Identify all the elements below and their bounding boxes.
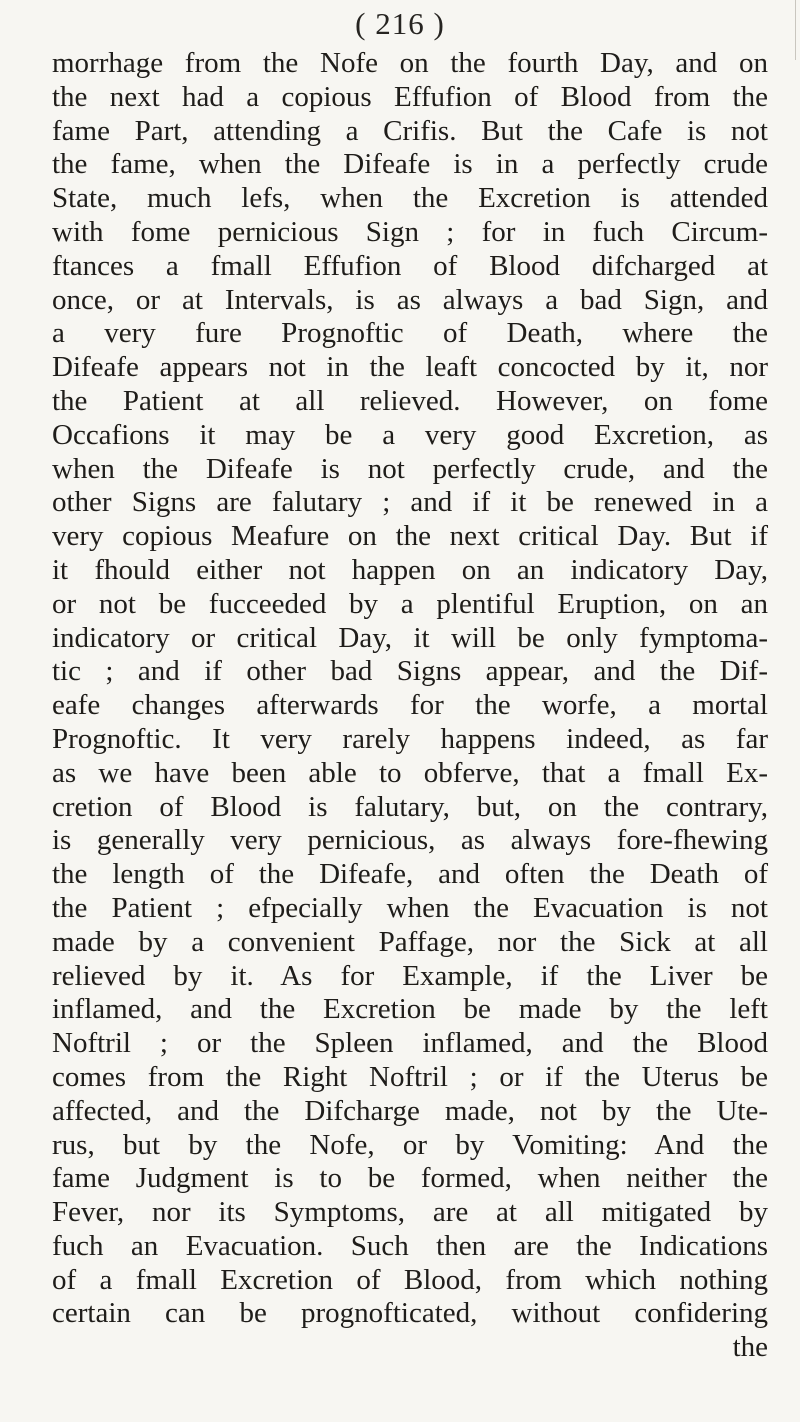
text-line: fame Judgment is to be formed, when neither the	[52, 1162, 768, 1195]
text-line: made by a convenient Paffage, nor the Sick at all	[52, 925, 768, 958]
page-number: ( 216 )	[355, 6, 445, 41]
text-line: very copious Meafure on the next critical Day. But if	[52, 520, 768, 553]
text-line: eafe changes afterwards for the worfe, a mortal	[52, 689, 768, 722]
text-line: Fever, nor its Symptoms, are at all mitigated by	[52, 1196, 768, 1229]
text-line: rus, but by the Nofe, or by Vomiting: And the	[52, 1128, 768, 1161]
text-line: the length of the Difeafe, and often the Death of	[52, 858, 768, 891]
text-line: the next had a copious Effufion of Blood from the	[52, 80, 768, 113]
text-line: morrhage from the Nofe on the fourth Day, and on	[52, 47, 768, 79]
text-line: Occafions it may be a very good Excretion, as	[52, 418, 768, 451]
text-line: inflamed, and the Excretion be made by the left	[52, 993, 768, 1026]
text-line: ftances a fmall Effufion of Blood difcharged at	[52, 249, 768, 282]
text-line: certain can be prognofticated, without confidering	[52, 1297, 768, 1330]
text-line: cretion of Blood is falutary, but, on the contrary,	[52, 790, 768, 823]
text-line: Difeafe appears not in the leaft concocted by it, nor	[52, 351, 768, 384]
text-line: the fame, when the Difeafe is in a perfectly crude	[52, 148, 768, 181]
text-line: fuch an Evacuation. Such then are the Indications	[52, 1229, 768, 1262]
text-line: when the Difeafe is not perfectly crude, and the	[52, 452, 768, 485]
body-text	[52, 47, 768, 1365]
text-line: State, much lefs, when the Excretion is attended	[52, 182, 768, 215]
text-line: other Signs are falutary ; and if it be renewed in a	[52, 486, 768, 519]
text-line: a very fure Prognoftic of Death, where the	[52, 317, 768, 350]
text-line: tic ; and if other bad Signs appear, and the Dif-	[52, 655, 768, 688]
text-line: comes from the Right Noftril ; or if the Uterus be	[52, 1060, 768, 1093]
text-line: or not be fucceeded by a plentiful Eruption, on an	[52, 587, 768, 620]
text-line: affected, and the Difcharge made, not by the Ute-	[52, 1094, 768, 1127]
text-line: of a fmall Excretion of Blood, from which nothing	[52, 1263, 768, 1296]
catchword: the	[732, 1331, 768, 1364]
text-line: fame Part, attending a Crifis. But the Cafe is not	[52, 114, 768, 147]
text-line: as we have been able to obferve, that a fmall Ex-	[52, 756, 768, 789]
text-line: it fhould either not happen on an indicatory Day,	[52, 553, 768, 586]
text-line: once, or at Intervals, is as always a bad Sign, and	[52, 283, 768, 316]
text-line: Noftril ; or the Spleen inflamed, and the Blood	[52, 1027, 768, 1060]
text-line: relieved by it. As for Example, if the Liver be	[52, 959, 768, 992]
text-line: is generally very pernicious, as always fore-fhewing	[52, 824, 768, 857]
text-line: the Patient at all relieved. However, on fome	[52, 384, 768, 417]
text-line: the Patient ; efpecially when the Evacuation is not	[52, 891, 768, 924]
text-line: with fome pernicious Sign ; for in fuch Circum-	[52, 215, 768, 248]
text-line: Prognoftic. It very rarely happens indeed, as far	[52, 722, 768, 755]
text-line: indicatory or critical Day, it will be only fymptoma-	[52, 621, 768, 654]
